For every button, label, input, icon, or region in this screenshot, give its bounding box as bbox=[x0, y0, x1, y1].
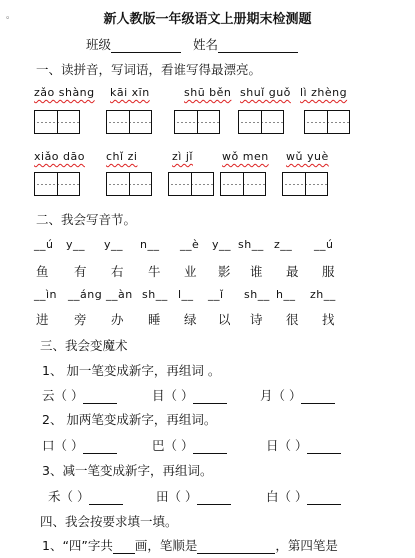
pinyin-blank[interactable]: __ǐ bbox=[208, 288, 224, 301]
fill-item-text: 云（ ） bbox=[42, 388, 84, 403]
answer-blank[interactable] bbox=[83, 441, 117, 454]
pinyin-blank[interactable]: __áng bbox=[68, 288, 103, 301]
hanzi: 牛 bbox=[148, 264, 161, 279]
class-label: 班级 bbox=[86, 37, 112, 52]
margin-mark: 。 bbox=[6, 11, 16, 21]
writing-grid[interactable] bbox=[304, 110, 350, 134]
hanzi: 以 bbox=[218, 312, 231, 327]
fill-item-text: 巴（ ） bbox=[152, 438, 194, 453]
pinyin-blank[interactable]: y__ bbox=[104, 238, 124, 251]
pinyin-word: wǒ men bbox=[222, 150, 269, 163]
writing-grid[interactable] bbox=[282, 172, 328, 196]
pinyin-blank[interactable]: __è bbox=[180, 238, 200, 251]
name-blank[interactable] bbox=[218, 40, 298, 53]
hanzi: 鱼 bbox=[36, 264, 49, 279]
fill-item[interactable] bbox=[42, 436, 117, 454]
writing-grid[interactable] bbox=[34, 172, 80, 196]
pinyin-word: chǐ zi bbox=[106, 150, 138, 163]
q4-text-b: 画，笔顺是 bbox=[134, 538, 198, 553]
hanzi: 业 bbox=[184, 264, 197, 279]
class-field[interactable] bbox=[86, 35, 181, 53]
hanzi: 睡 bbox=[148, 312, 161, 327]
name-field[interactable] bbox=[193, 35, 298, 53]
pinyin-word: lì zhèng bbox=[300, 86, 348, 99]
pinyin-blank[interactable]: zh__ bbox=[310, 288, 336, 301]
writing-grid[interactable] bbox=[168, 172, 214, 196]
fill-item-text: 月（ ） bbox=[260, 388, 302, 403]
pinyin-word: zǎo shàng bbox=[34, 86, 95, 99]
q4-text-c: ，第四笔是 bbox=[275, 538, 338, 553]
answer-blank[interactable] bbox=[113, 541, 135, 554]
answer-blank[interactable] bbox=[197, 541, 275, 554]
pinyin-word: wǔ yuè bbox=[286, 150, 329, 163]
hanzi: 右 bbox=[111, 264, 124, 279]
hanzi: 有 bbox=[74, 264, 87, 279]
writing-grid[interactable] bbox=[34, 110, 80, 134]
answer-blank[interactable] bbox=[301, 391, 335, 404]
pinyin-word: shū běn bbox=[184, 86, 232, 99]
pinyin-blank[interactable]: y__ bbox=[66, 238, 86, 251]
answer-blank[interactable] bbox=[89, 492, 123, 505]
fill-item-text: 白（ ） bbox=[266, 489, 308, 504]
writing-grid[interactable] bbox=[106, 110, 152, 134]
hanzi: 很 bbox=[286, 312, 299, 327]
section-1-heading: 一、读拼音，写词语，看谁写得最漂亮。 bbox=[36, 62, 262, 77]
hanzi: 服 bbox=[322, 264, 335, 279]
hanzi: 谁 bbox=[250, 264, 263, 279]
pinyin-blank[interactable]: __ú bbox=[34, 238, 54, 251]
pinyin-blank[interactable]: sh__ bbox=[244, 288, 270, 301]
hanzi: 绿 bbox=[184, 312, 197, 327]
hanzi: 找 bbox=[322, 312, 335, 327]
question-3-1: 1、 加一笔变成新字，再组词 。 bbox=[42, 363, 221, 378]
fill-item[interactable] bbox=[152, 386, 227, 404]
fill-item[interactable] bbox=[152, 436, 227, 454]
section-3-heading: 三、我会变魔术 bbox=[40, 338, 128, 353]
pinyin-blank[interactable]: l__ bbox=[178, 288, 194, 301]
fill-item[interactable] bbox=[266, 487, 341, 505]
question-3-2: 2、 加两笔变成新字，再组词。 bbox=[42, 412, 217, 427]
question-3-3: 3、减一笔变成新字，再组词。 bbox=[42, 463, 213, 478]
pinyin-blank[interactable]: __ìn bbox=[34, 288, 58, 301]
fill-item-text: 目（ ） bbox=[152, 388, 194, 403]
fill-item[interactable] bbox=[48, 487, 123, 505]
answer-blank[interactable] bbox=[307, 441, 341, 454]
fill-item[interactable] bbox=[42, 386, 117, 404]
hanzi: 影 bbox=[218, 264, 231, 279]
fill-item[interactable] bbox=[266, 436, 341, 454]
class-blank[interactable] bbox=[111, 40, 181, 53]
hanzi: 诗 bbox=[250, 312, 263, 327]
pinyin-blank[interactable]: z__ bbox=[274, 238, 293, 251]
question-4-1[interactable] bbox=[42, 536, 338, 554]
pinyin-blank[interactable]: __ú bbox=[314, 238, 334, 251]
pinyin-blank[interactable]: __àn bbox=[106, 288, 133, 301]
hanzi: 进 bbox=[36, 312, 49, 327]
answer-blank[interactable] bbox=[83, 391, 117, 404]
name-label: 姓名 bbox=[193, 37, 219, 52]
q4-text-a: 1、“四”字共 bbox=[42, 538, 113, 553]
pinyin-word: xiǎo dāo bbox=[34, 150, 85, 163]
hanzi: 最 bbox=[286, 264, 299, 279]
answer-blank[interactable] bbox=[307, 492, 341, 505]
fill-item-text: 日（ ） bbox=[266, 438, 308, 453]
pinyin-blank[interactable]: n__ bbox=[140, 238, 160, 251]
writing-grid[interactable] bbox=[220, 172, 266, 196]
pinyin-word: kāi xīn bbox=[110, 86, 150, 99]
writing-grid[interactable] bbox=[174, 110, 220, 134]
fill-item-text: 田（ ） bbox=[156, 489, 198, 504]
pinyin-blank[interactable]: h__ bbox=[276, 288, 296, 301]
writing-grid[interactable] bbox=[238, 110, 284, 134]
fill-item-text: 口（ ） bbox=[42, 438, 84, 453]
answer-blank[interactable] bbox=[197, 492, 231, 505]
pinyin-blank[interactable]: sh__ bbox=[142, 288, 168, 301]
section-2-heading: 二、我会写音节。 bbox=[36, 212, 137, 227]
fill-item[interactable] bbox=[156, 487, 231, 505]
answer-blank[interactable] bbox=[193, 441, 227, 454]
fill-item-text: 禾（ ） bbox=[48, 489, 90, 504]
page-title: 新人教版一年级语文上册期末检测题 bbox=[103, 12, 312, 27]
hanzi: 旁 bbox=[74, 312, 87, 327]
pinyin-blank[interactable]: y__ bbox=[212, 238, 232, 251]
fill-item[interactable] bbox=[260, 386, 335, 404]
section-4-heading: 四、我会按要求填一填。 bbox=[40, 514, 178, 529]
answer-blank[interactable] bbox=[193, 391, 227, 404]
pinyin-word: zì jǐ bbox=[172, 150, 193, 163]
pinyin-word: shuǐ guǒ bbox=[240, 86, 291, 99]
hanzi: 办 bbox=[111, 312, 124, 327]
writing-grid[interactable] bbox=[106, 172, 152, 196]
pinyin-blank[interactable]: sh__ bbox=[238, 238, 264, 251]
